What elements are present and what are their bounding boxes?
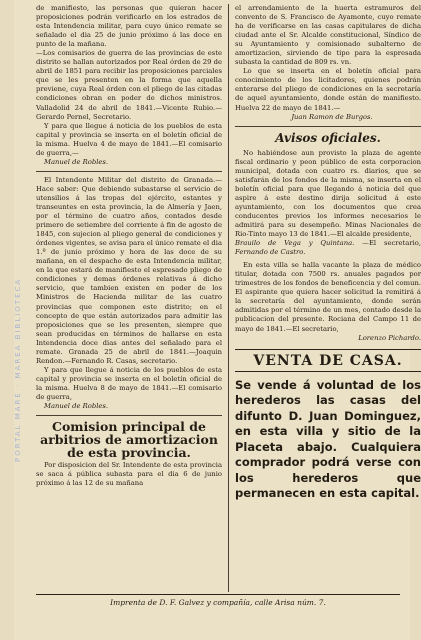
divider [36,415,222,416]
left-paragraph: —Los comisarios de guerra de las provincias de este distrito se hallan autorizados por Real órden de 29 de abril de 1851 para recibir las proposiciones parciales que se les presenten en la forma que aquella previene, cuya Real órden con el pliego de las citadas condiciones obran en poder de dichos ministros. Valladolid 24 de abril de 1841.—Vicente Rubio.—Gerardo Pernel, Secretario. [36,49,222,121]
right-paragraph: Lo que se inserta en el boletín oficial para conocimiento de los licitadores, quienes podrán enterarse del pliego de condiciones en la secretaría de aquel ayuntamiento, donde están de manifiesto. Huelva 22 de mayo de 1841.— [235,67,421,112]
comision-title: Comision principal de arbitrios de amortizacion de esta provincia. [40,419,218,461]
right-paragraph: En esta villa se halla vacante la plaza de médico titular, dotada con 7500 rs. anuales pagados por trimestres de los fondos de beneficencia y del comun. El aspirante que quiera hacer solicitud la remitirá á la secretaría del ayuntamiento, donde serán admitidas por el término de un mes, contado desde la publicacion del presente. Rociana del Campo 11 de mayo de 1841.—El secretario, [235,261,421,333]
left-paragraph: Y para que llegue á noticia de los pueblos de esta capital y provincia se inserta en el boletín oficial de la misma. Huelva 4 de mayo de 1841.—El comisario de guerra,— [36,121,222,157]
right-paragraph [235,239,421,257]
signature: Juan Ramon de Burgos. [291,112,373,121]
left-paragraph: Y para que llegue á noticia de los pueblos de esta capital y provincia se inserta en el boletín oficial de la misma. Huelva 8 de mayo de 1841.—El comisario de guerra, [36,365,222,401]
left-column [36,4,222,488]
secretary-label: —El secretario, [362,239,421,248]
left-paragraph: Por disposicion del Sr. Intendente de esta provincia se saca á pública subasta para el dia 6 de junio próximo á las 12 de su mañana [36,461,222,488]
left-paragraph: de manifiesto, las personas que quieran hacer proposiciones podrán verificarlo en los estrados de esta Intendencia militar, para cuyo único remate se señalado el dia 25 de junio próximo á las doce en punto de la mañana. [36,4,222,49]
imprint-footer: Imprenta de D. F. Galvez y compañía, calle Arisa núm. 7. [36,594,400,607]
signature: Fernando de Castro. [235,248,306,257]
venta-text: Se vende á voluntad de los herederos las casas del difunto D. Juan Dominguez, en esta villa y sitio de la Placeta abajo. Cualquiera comprador podrá verse con los herederos que permanecen en esta capital. [235,377,421,501]
right-paragraph: el arrendamiento de la huerta estramuros del convento de S. Francisco de Ayamonte, cuyo remate ha de verificarse en las casas capitulares de dicha ciudad ante el Sr. Alcalde constitucional, Síndico de su Ayuntamiento y comisionado subalterno de amortizacion, sirviendo de tipo para la espresada subasta la cantidad de 809 rs. vn. [235,4,421,67]
signature: Manuel de Robles. [44,402,109,411]
newspaper-page [14,0,421,640]
venta-box [235,349,421,502]
left-paragraph: El Intendente Militar del distrito de Granada.—Hace saber: Que debiendo subastarse el servicio de utensilios á las tropas del ejército, estantes y transeuntes en esta provincia, la de Almería y Jaen, por el término de cuatro años, contados desde primero de setiembre del corriente á fin de agosto de 1845, con sujecion al pliego general de condiciones y órdenes vigentes, se avisa para el único remate el dia 1.º de junio próximo y hora de las doce de su mañana, en el despacho de esta Intendencia militar, en la que estará de manifiesto el espresado pliego de condiciones y demas órdenes relativas á dicho servicio, que tambien existen en poder de los Ministros de Hacienda militar de las cuatro provincias que componen este distrito; en el concepto de que están autorizados para admitir las proposiciones que se les presenten, siempre que sean producidas en términos de hallarse en esta Intendencia doce dias antes del señalado para el remate. Granada 25 de abril de 1841.—Joaquin Rendon.—Fernando R. Casas, secretario. [36,175,222,365]
divider [36,171,222,172]
avisos-title: Avisos oficiales. [275,130,381,145]
venta-title: VENTA DE CASA. [235,349,421,372]
divider [235,126,421,127]
right-column [235,4,421,502]
signature: Lorenzo Pichardo. [358,333,421,342]
signature: Brauilo de Vega y Quintana. [235,239,355,248]
right-paragraph: No habiéndose aun provisto la plaza de agente fiscal ordinario y peon público de esta corporacion municipal, dotada con cuatro rs. diarios, que se satisfarán de los fondos de la misma, se inserta en el boletín oficial para que llegando á noticia del que aspire á este destino dirija solicitud á este ayuntamiento, con los documentos que crea conducentes previos los informes necesarios le admitirá para su desempeño. Minas Nacionales de Rio-Tinto mayo 13 de 1841.—El alcalde presidente, [235,148,421,239]
side-stamp: PORTAL MARE · MAREA BIBLIOTECA [14,277,22,463]
column-rule [228,4,229,592]
signature: Manuel de Robles. [44,157,109,166]
